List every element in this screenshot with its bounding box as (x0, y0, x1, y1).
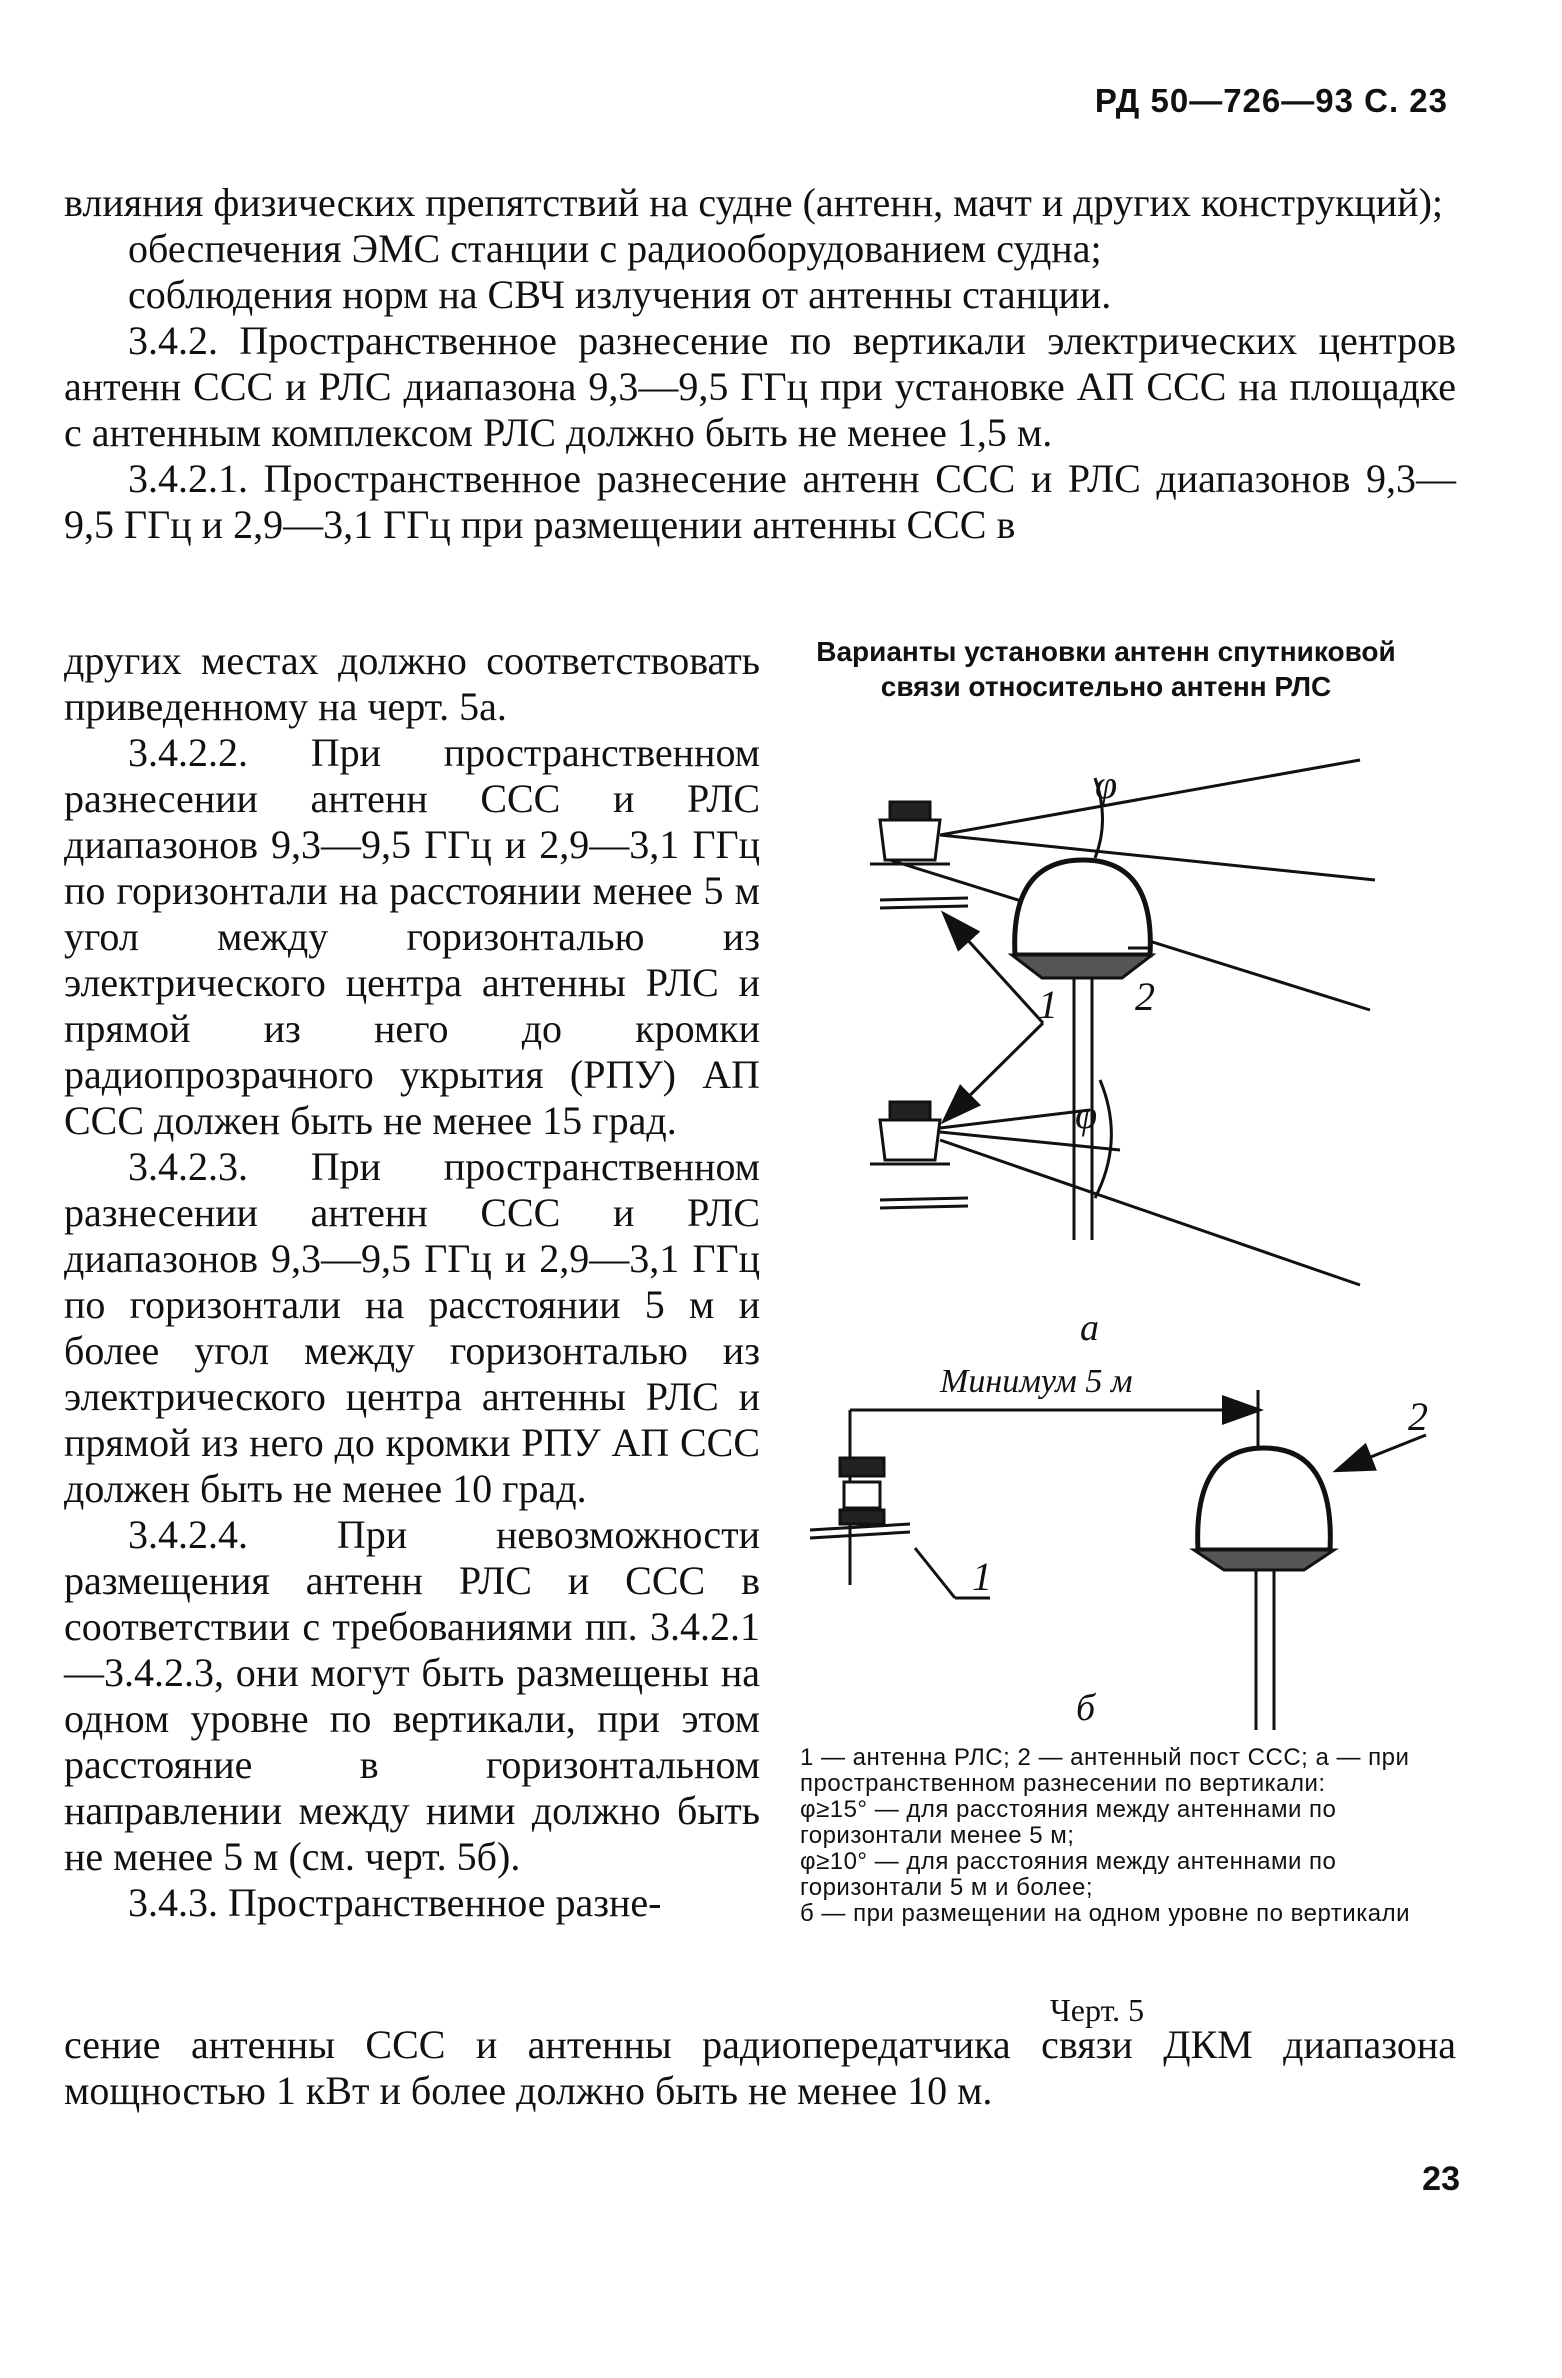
satcom-radome-a (1012, 860, 1152, 1240)
figure-legend (800, 1745, 1452, 1927)
label-b: б (1076, 1687, 1096, 1729)
legend-line: б — при размещении на одном уровне по вертикали (800, 1900, 1410, 1927)
paragraph: соблюдения норм на СВЧ излучения от антенны станции. (128, 272, 1112, 317)
paragraph: влияния физических препятствий на судне (антенн, мачт и других конструкций); (64, 180, 1444, 225)
legend-line: φ≥15° — для расстояния между антеннами по горизонтали менее 5 м; (800, 1796, 1337, 1849)
left-text-column (64, 638, 760, 1926)
leader-2-b (1338, 1435, 1426, 1470)
horizontal-line (940, 835, 1375, 880)
paragraph-3-4-2-2: 3.4.2.2. При пространственном разнесении антенн ССС и РЛС диапазонов 9,3—9,5 ГГц и 2,9—3,1 ГГц по горизонтали на расстоянии менее 5 м угол между горизонталью из электрического центра антенны РЛС и прямой из него до кромки радиопрозрачного укрытия (РПУ) АП ССС должен быть не менее 15 град. (64, 730, 760, 1143)
radar-antenna-lower (870, 1102, 968, 1208)
radar-antenna-upper (870, 802, 968, 908)
satcom-radome-b (1194, 1448, 1334, 1730)
label-2-b: 2 (1408, 1394, 1428, 1439)
label-1: 1 (1038, 982, 1058, 1027)
antenna-placement-diagram (790, 740, 1490, 1760)
page-header: РД 50—726—93 С. 23 (1094, 82, 1448, 119)
paragraph-3-4-2-1: 3.4.2.1. Пространственное разнесение антенн ССС и РЛС диапазонов 9,3—9,5 ГГц и 2,9—3,1 ГГц при размещении антенны ССС в (64, 456, 1456, 547)
paragraph-3-4-2: 3.4.2. Пространственное разнесение по вертикали электрических центров антенн ССС и РЛС диапазона 9,3—9,5 ГГц при установке АП ССС на площадке с антенным комплексом РЛС должно быть не менее 1,5 м. (64, 318, 1456, 455)
paragraph: сение антенны ССС и антенны радиопередатчика связи ДКМ диапазона мощностью 1 кВт и более должно быть не менее 10 м. (64, 2022, 1456, 2113)
figure-number: Черт. 5 (1050, 1992, 1145, 2028)
top-text-block (64, 180, 1456, 548)
bottom-text-block (64, 2022, 1456, 2114)
phi-arc-lower (1095, 1080, 1111, 1198)
radar-antenna-b (810, 1458, 910, 1538)
legend-line: 1 — антенна РЛС; 2 — антенный пост ССС; а — при пространственном разнесении по вертикали: (800, 1744, 1410, 1797)
lower-beam-line-2 (940, 1140, 1360, 1285)
phi-label-lower: φ (1075, 1092, 1098, 1137)
min-distance-label: Минимум 5 м (940, 1363, 1133, 1400)
paragraph-3-4-2-4: 3.4.2.4. При невозможности размещения антенн РЛС и ССС в соответствии с требованиями пп. 3.4.2.1—3.4.2.3, они могут быть размещены на одном уровне по вертикали, при этом расстояние в горизонтальном направлении между ними должно быть не менее 5 м (см. черт. 5б). (64, 1512, 760, 1879)
page-number: 23 (1422, 2160, 1460, 2198)
lower-upper-line (940, 1110, 1090, 1128)
phi-label-upper: φ (1095, 762, 1118, 807)
label-a: a (1080, 1307, 1099, 1349)
label-1-b: 1 (972, 1554, 992, 1599)
leader-1-lower (945, 1023, 1043, 1120)
leader-1-b (915, 1548, 955, 1598)
paragraph-3-4-2-3: 3.4.2.3. При пространственном разнесении антенн ССС и РЛС диапазонов 9,3—9,5 ГГц и 2,9—3,1 ГГц по горизонтали на расстоянии 5 м и более угол между горизонталью из электрического центра антенны РЛС и прямой из него до кромки РПУ АП ССС должен быть не менее 10 град. (64, 1144, 760, 1511)
paragraph: обеспечения ЭМС станции с радиооборудованием судна; (128, 226, 1102, 271)
paragraph-3-4-3: 3.4.3. Пространственное разне- (128, 1880, 662, 1925)
upper-line (940, 760, 1360, 835)
figure-title: Варианты установки антенн спутниковой связи относительно антенн РЛС (816, 636, 1396, 702)
legend-line: φ≥10° — для расстояния между антеннами по горизонтали 5 м и более; (800, 1848, 1337, 1901)
paragraph: других местах должно соответствовать приведенному на черт. 5а. (64, 638, 760, 729)
label-2: 2 (1135, 974, 1155, 1019)
